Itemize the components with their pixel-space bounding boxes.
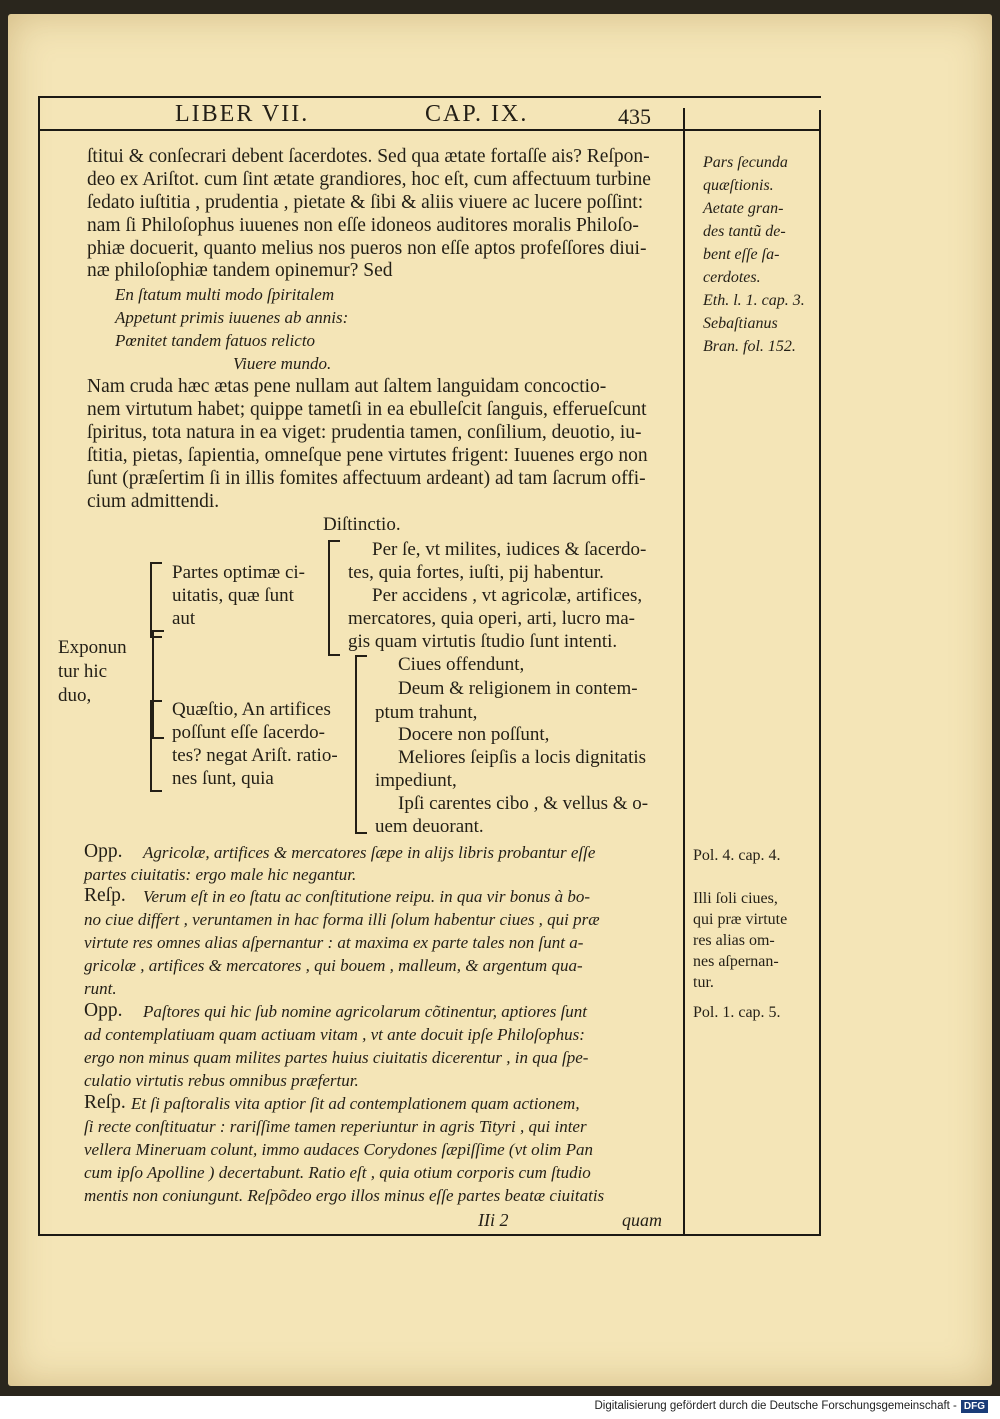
objection-label: Opp. xyxy=(84,1000,123,1021)
response-line: mentis non coniungunt. Reſpõdeo ergo illos minus eſſe partes beatæ ciuitatis xyxy=(84,1186,605,1205)
running-head-book: LIBER VII. xyxy=(175,101,310,127)
margin-note: Bran. fol. 152. xyxy=(703,338,796,355)
running-head-chapter: CAP. IX. xyxy=(425,101,529,127)
response-line: vellera Mineruam colunt, immo audaces Corydones ſæpiſſime (vt olim Pan xyxy=(84,1140,593,1159)
branch1-item: Per accidens , vt agricolæ, artifices, xyxy=(372,585,643,606)
bottom-rule xyxy=(38,1234,821,1236)
objection-line: ad contemplatiuam quam actiuam vitam , vt ante docuit ipſe Philoſophus: xyxy=(84,1025,585,1044)
margin-note: cerdotes. xyxy=(703,269,761,286)
response-line: Verum eſt in eo ſtatu ac conſtitutione reipu. in qua vir bonus à bo- xyxy=(143,887,590,906)
page-number: 435 xyxy=(618,104,651,129)
body-line: deo ex Ariſtot. cum ſint ætate grandiores, hoc eſt, cum affectuum turbine xyxy=(87,169,651,190)
objection-line: Agricolæ, artifices & mercatores ſæpe in alijs libris probantur eſſe xyxy=(143,843,596,862)
response-line: virtute res omnes alias aſpernantur : at maxima ex parte tales non ſunt a- xyxy=(84,933,584,952)
response-line: cum ipſo Apolline ) decertabunt. Ratio eſt , quia otium corporis cum ſtudio xyxy=(84,1163,591,1182)
margin-note: qui præ virtute xyxy=(693,911,788,928)
diagram-title: Diſtinctio. xyxy=(323,514,401,535)
diagram-root: duo, xyxy=(58,685,92,706)
funding-credit-text: Digitalisierung gefördert durch die Deutsche Forschungsgemeinschaft - xyxy=(594,1400,957,1412)
body-line: ſunt (præſertim ſi in illis fomites affectuum ardeant) ad tam ſacrum offi- xyxy=(87,468,646,489)
branch1-label: uitatis, quæ ſunt xyxy=(172,585,294,606)
verse-line: Pœnitet tandem fatuos relicto xyxy=(115,331,316,350)
branch1-label: aut xyxy=(172,608,196,629)
footer-bar xyxy=(0,1396,1000,1419)
branch1-item: tes, quia fortes, iuſti, pij habentur. xyxy=(348,562,604,583)
body-line: ſtitia, pietas, ſapientia, omneſque pene virtutes frigent: Iuuenes ergo non xyxy=(87,445,648,466)
margin-note: bent eſſe ſa- xyxy=(703,246,780,263)
response-line: no ciue differt , veruntamen in hac forma illi ſolum habentur ciues , qui præ xyxy=(84,910,600,929)
branch2-item: Docere non poſſunt, xyxy=(398,724,550,745)
objection-label: Opp. xyxy=(84,841,123,862)
branch2-item: uem deuorant. xyxy=(375,816,484,837)
branch2-item: Meliores ſeipſis a locis dignitatis xyxy=(398,747,647,768)
branch1-label: Partes optimæ ci- xyxy=(172,562,305,583)
objection-line: partes ciuitatis: ergo male hic negantur. xyxy=(84,865,357,884)
branch1-item: gis quam virtutis ſtudio ſunt intenti. xyxy=(348,631,618,652)
branch2-item: Deum & religionem in contem- xyxy=(398,678,638,699)
margin-note: res alias om- xyxy=(693,932,775,949)
left-rule xyxy=(38,96,40,1236)
response-line: gricolæ , artifices & mercatores , qui bouem , malleum, & argentum qua- xyxy=(84,956,583,975)
verse-line: Viuere mundo. xyxy=(233,354,332,373)
response-line: ſi recte conſtituatur : rariſſime tamen reperiuntur in agris Tityri , qui inter xyxy=(84,1117,587,1136)
margin-note: Pol. 4. cap. 4. xyxy=(693,847,781,864)
response-line: runt. xyxy=(84,979,117,998)
branch1-item: Per ſe, vt milites, iudices & ſacerdo- xyxy=(372,539,647,560)
response-label: Reſp. xyxy=(84,885,126,906)
branch2-item: Ciues offendunt, xyxy=(398,654,525,675)
body-line: ſedato iuſtitia , prudentia , pietate & ſibi & aliis viuere ac lucere poſſint: xyxy=(87,192,644,213)
branch1-items-brace xyxy=(328,540,340,656)
branch2-item: Ipſi carentes cibo , & vellus & o- xyxy=(398,793,649,814)
verse-line: Appetunt primis iuuenes ab annis: xyxy=(115,308,349,327)
body-line: cium admittendi. xyxy=(87,491,220,512)
margin-note: Illi ſoli ciues, xyxy=(693,890,778,907)
margin-note: Eth. l. 1. cap. 3. xyxy=(703,292,805,309)
funding-credit xyxy=(594,1400,988,1413)
top-rule xyxy=(38,96,821,98)
catchword: quam xyxy=(622,1210,662,1230)
margin-note: des tantũ de- xyxy=(703,223,786,240)
response-line: Et ſi paſtoralis vita aptior ſit ad contemplationem quam actionem, xyxy=(131,1094,580,1113)
body-line: ſpiritus, tota natura in ea viget: prudentia tamen, conſilium, deuotio, iu- xyxy=(87,422,642,443)
header-rule xyxy=(38,129,821,131)
branch1-brace xyxy=(150,562,162,638)
diagram-root: tur hic xyxy=(58,661,108,682)
branch2-item: impediunt, xyxy=(375,770,457,791)
body-line: næ philoſophiæ tandem opinemur? Sed xyxy=(87,260,393,281)
body-line: ſtitui & conſecrari debent ſacerdotes. Sed qua ætate fortaſſe ais? Reſpon- xyxy=(87,146,650,167)
branch2-brace xyxy=(150,700,162,792)
body-line: Nam cruda hæc ætas pene nullam aut ſaltem languidam concoctio- xyxy=(87,376,607,397)
margin-note: Aetate gran- xyxy=(703,200,784,217)
body-line: nam ſi Philoſophus iuuenes non eſſe idoneos auditores moralis Philoſo- xyxy=(87,215,639,236)
body-line: phiæ docuerit, quanto melius nos pueros non eſſe aptos profeſſores diui- xyxy=(87,238,647,259)
branch2-item: ptum trahunt, xyxy=(375,702,478,723)
branch2-label: nes ſunt, quia xyxy=(172,768,274,789)
verse-line: En ſtatum multi modo ſpiritalem xyxy=(115,285,335,304)
margin-note: Pol. 1. cap. 5. xyxy=(693,1004,781,1021)
right-rule xyxy=(819,110,821,1236)
margin-note: tur. xyxy=(693,974,714,991)
diagram-root: Exponun xyxy=(58,637,127,658)
signature-mark: IIi 2 xyxy=(478,1210,509,1230)
response-label: Reſp. xyxy=(84,1092,126,1113)
branch2-label: Quæſtio, An artifices xyxy=(172,699,331,720)
objection-line: Paſtores qui hic ſub nomine agricolarum cõtinentur, aptiores ſunt xyxy=(143,1002,588,1021)
column-rule xyxy=(683,108,685,1236)
objection-line: culatio virtutis rebus omnibus præfertur. xyxy=(84,1071,359,1090)
body-line: nem virtutum habet; quippe tametſi in ea ebulleſcit ſanguis, efferueſcunt xyxy=(87,399,647,420)
branch2-items-brace xyxy=(355,655,367,834)
margin-note: nes aſpernan- xyxy=(693,953,779,970)
branch2-label: poſſunt eſſe ſacerdo- xyxy=(172,722,325,743)
margin-note: Sebaſtianus xyxy=(703,315,778,332)
branch2-label: tes? negat Ariſt. ratio- xyxy=(172,745,338,766)
objection-line: ergo non minus quam milites partes huius ciuitatis dicerentur , in qua ſpe- xyxy=(84,1048,589,1067)
margin-note: Pars ſecunda xyxy=(703,154,788,171)
dfg-logo: DFG xyxy=(961,1400,988,1413)
margin-note: quæſtionis. xyxy=(703,177,774,194)
branch1-item: mercatores, quia operi, arti, lucro ma- xyxy=(348,608,635,629)
